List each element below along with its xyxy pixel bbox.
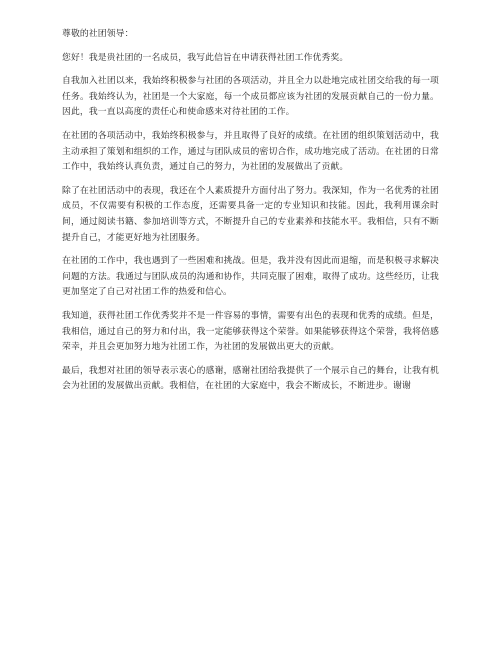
letter-paragraph-self-improvement: 除了在社团活动中的表现，我还在个人素质提升方面付出了努力。我深知，作为一名优秀的社团成员，不仅需要有积极的工作态度，还需要具备一定的专业知识和技能。因此，我利用课余时间，通过阅读书籍、参加培训等方式，不断提升自己的专业素养和技能水平。我相信，只有不断提升自己，才能更好地为社团服务。 [62,185,439,243]
letter-paragraph-closing: 最后，我想对社团的领导表示衷心的感谢，感谢社团给我提供了一个展示自己的舞台，让我有机会为社团的发展做出贡献。我相信，在社团的大家庭中，我会不断成长，不断进步。谢谢 [62,365,439,392]
letter-paragraph-activities: 在社团的各项活动中，我始终积极参与，并且取得了良好的成绩。在社团的组织策划活动中，我主动承担了策划和组织的工作，通过与团队成员的密切合作，成功地完成了活动。在社团的日常工作中，我始终认真负责，通过自己的努力，为社团的发展做出了贡献。 [62,130,439,173]
letter-paragraph-aspiration: 我知道，获得社团工作优秀奖并不是一件容易的事情，需要有出色的表现和优秀的成绩。但是，我相信，通过自己的努力和付出，我一定能够获得这个荣誉。如果能够获得这个荣誉，我将倍感荣幸，并且会更加努力地为社团工作，为社团的发展做出更大的贡献。 [62,310,439,353]
letter-paragraph-challenges: 在社团的工作中，我也遇到了一些困难和挑战。但是，我并没有因此而退缩，而是积极寻求解决问题的方法。我通过与团队成员的沟通和协作，共同克服了困难，取得了成功。这些经历，让我更加坚定了自己对社团工作的热爱和信心。 [62,256,439,298]
letter-paragraph-introduction: 自我加入社团以来，我始终积极参与社团的各项活动，并且全力以赴地完成社团交给我的每一项任务。我始终认为，社团是一个大家庭，每一个成员都应该为社团的发展贡献自己的一份力量。因此，我一直以高度的责任心和使命感来对待社团的工作。 [62,76,439,118]
letter-body [62,27,439,403]
letter-paragraph-greeting: 您好！我是贵社团的一名成员，我写此信旨在申请获得社团工作优秀奖。 [62,52,349,63]
letter-salutation: 尊敬的社团领导： [62,29,134,39]
